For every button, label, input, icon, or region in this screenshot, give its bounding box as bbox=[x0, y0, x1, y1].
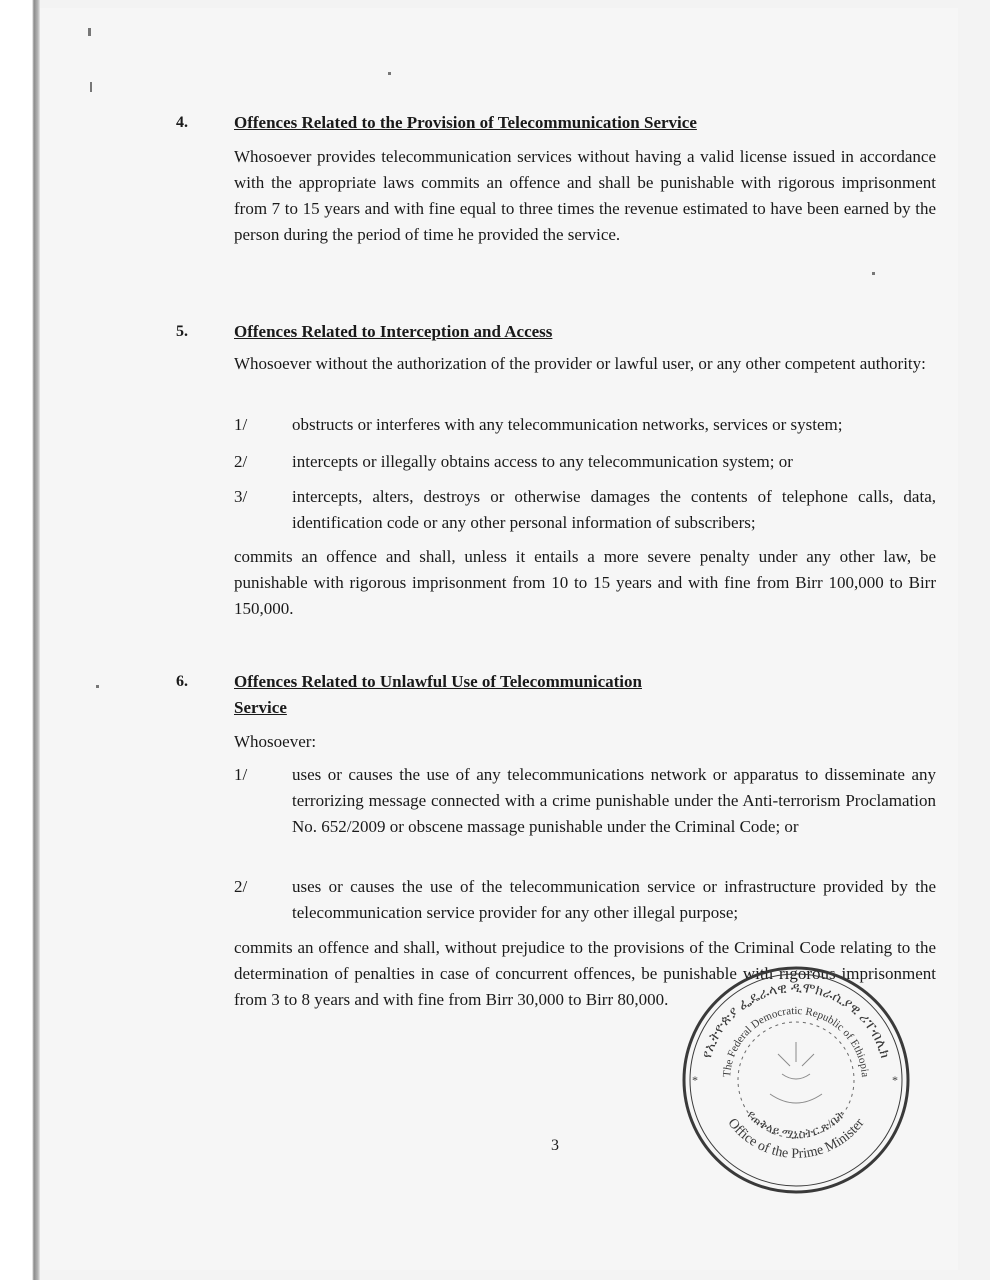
seal-star-left: * bbox=[692, 1073, 698, 1087]
section-heading: Offences Related to Unlawful Use of Telecommunication bbox=[234, 672, 642, 691]
item-text: obstructs or interferes with any telecommunication networks, services or system; bbox=[292, 415, 843, 434]
section-number: 6. bbox=[176, 673, 188, 690]
item-number: 1/ bbox=[234, 765, 248, 784]
scan-speck bbox=[872, 272, 875, 275]
section-heading: Offences Related to Interception and Access bbox=[234, 322, 553, 341]
item-number: 2/ bbox=[234, 877, 248, 896]
section-closing: commits an offence and shall, without prejudice to the provisions of the Criminal Code relating to the determination of penalties in case of concurrent offences, be punishable with rigorous imprisonment from 3 to 8 years and with fine from Birr 30,000 to Birr 80,000. bbox=[234, 938, 936, 1009]
section-number: 5. bbox=[176, 323, 188, 340]
section-body: Whosoever provides telecommunication services without having a valid license issued in accordance with the appropriate laws commits an offence and shall be punishable with rigorous imprisonment from 7 to 15 years and with fine equal to three times the revenue estimated to have been earned by the person during the period of time he provided the service. bbox=[234, 147, 936, 244]
seal-english-top: The Federal Democratic Republic of Ethiopia bbox=[721, 1004, 871, 1078]
scan-speck bbox=[88, 28, 91, 36]
scan-speck bbox=[388, 72, 391, 75]
item-number: 2/ bbox=[234, 452, 248, 471]
section-intro: Whosoever without the authorization of the provider or lawful user, or any other competent authority: bbox=[234, 354, 926, 373]
official-seal-stamp bbox=[678, 962, 914, 1198]
item-text: intercepts, alters, destroys or otherwise damages the contents of telephone calls, data, identification code or any other personal information of subscribers; bbox=[292, 487, 936, 532]
section-intro: Whosoever: bbox=[234, 732, 317, 751]
seal-star-right: * bbox=[892, 1073, 898, 1087]
seal-amharic-bottom: የጠቅላይ ሚኒስትር ጽ/ቤት bbox=[744, 1107, 848, 1142]
page-number: 3 bbox=[551, 1137, 559, 1154]
item-text: intercepts or illegally obtains access to any telecommunication system; or bbox=[292, 452, 793, 471]
scan-binding-edge bbox=[0, 0, 40, 1280]
scan-speck bbox=[96, 685, 99, 688]
section-heading: Offences Related to the Provision of Telecommunication Service bbox=[234, 113, 697, 132]
seal-amharic-top: የኢትዮጵያ ፌዴራላዊ ዲሞክራሲያዊ ሪፐብሊክ bbox=[699, 980, 893, 1061]
section-heading-continued: Service bbox=[234, 698, 287, 717]
seal-english-bottom: Office of the Prime Minister bbox=[724, 1115, 868, 1162]
section-number: 4. bbox=[176, 114, 188, 131]
section-closing: commits an offence and shall, unless it entails a more severe penalty under any other law, be punishable with rigorous imprisonment from 10 to 15 years and with fine from Birr 100,000 to Birr 150,000. bbox=[234, 547, 936, 618]
item-text: uses or causes the use of any telecommunications network or apparatus to disseminate any terrorizing message connected with a crime punishable under the Anti-terrorism Proclamation No. 652/2009 or obscene massage punishable under the Criminal Code; or bbox=[292, 765, 936, 836]
item-number: 3/ bbox=[234, 487, 248, 506]
item-number: 1/ bbox=[234, 415, 248, 434]
item-text: uses or causes the use of the telecommunication service or infrastructure provided by the telecommunication service provider for any other illegal purpose; bbox=[292, 877, 936, 922]
scan-speck bbox=[90, 82, 92, 92]
seal-emblem-icon bbox=[770, 1042, 822, 1103]
